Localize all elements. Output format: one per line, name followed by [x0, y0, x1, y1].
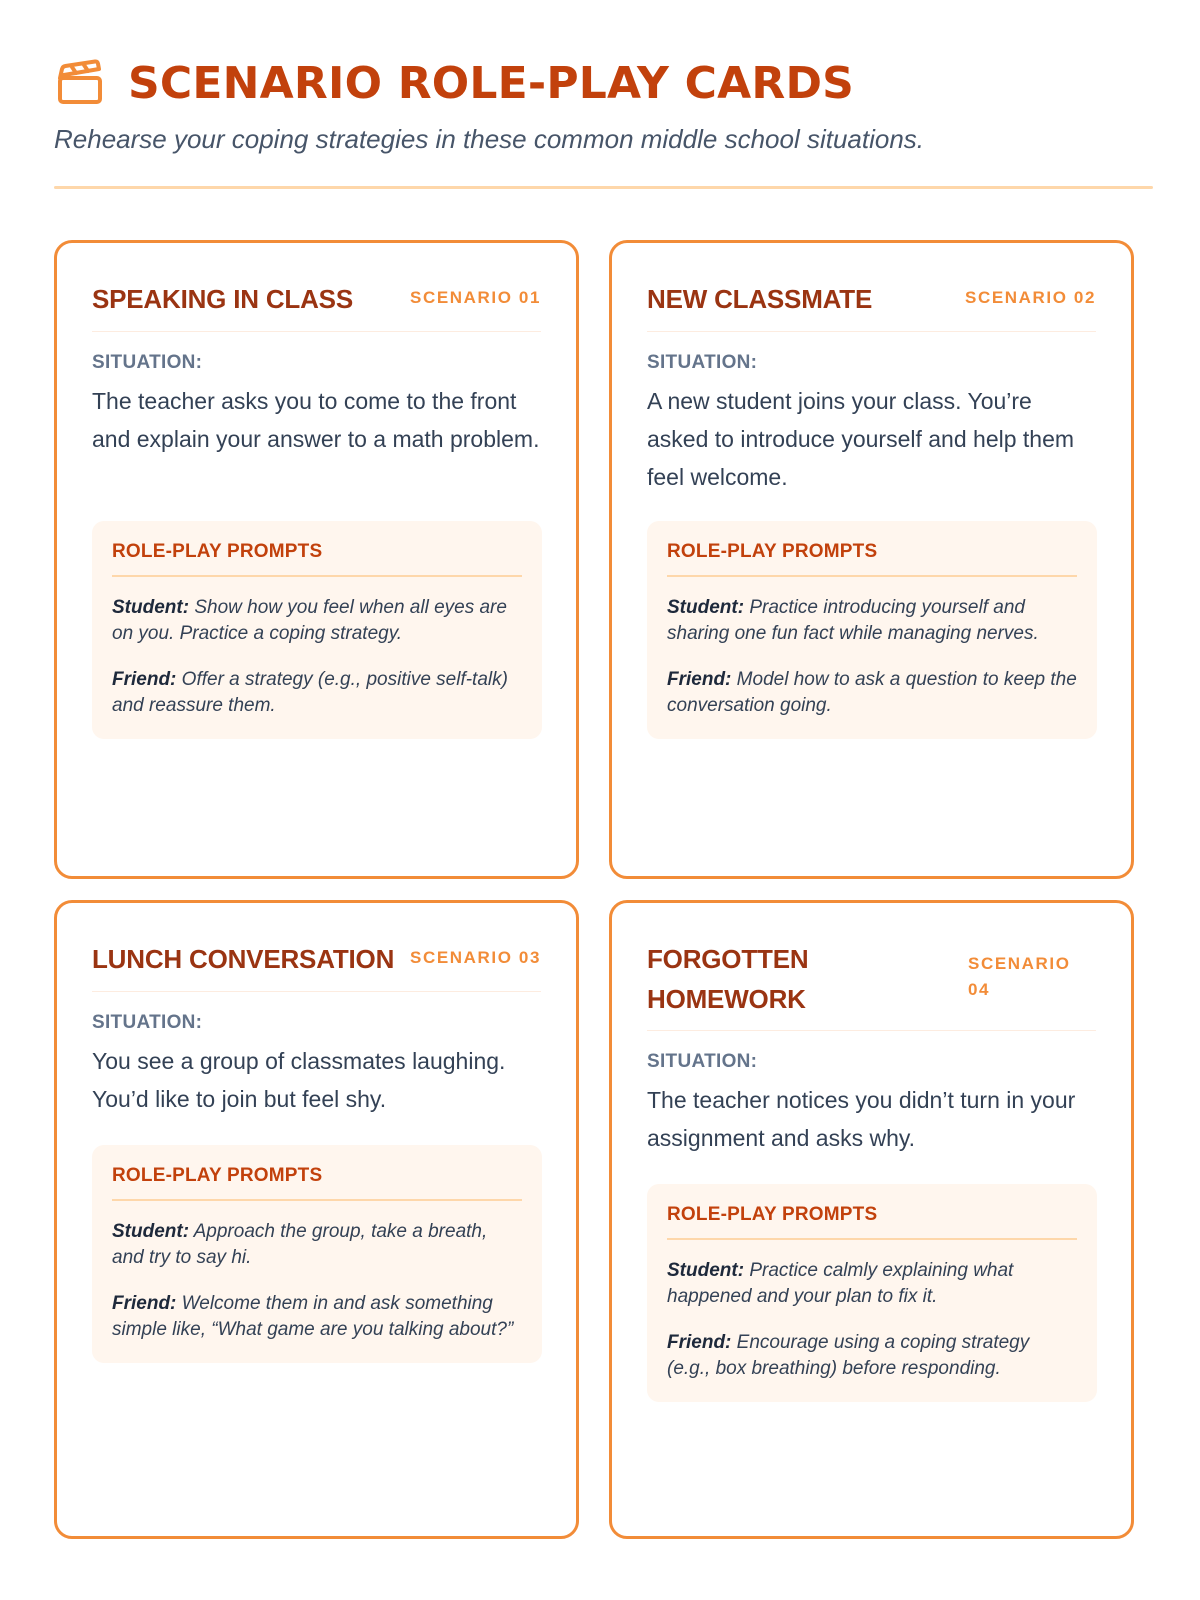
- role-play-prompts: [647, 1184, 1097, 1402]
- prompt-role: Friend:: [112, 1293, 177, 1314]
- student-prompt: [667, 1258, 1077, 1310]
- card-title: NEW CLASSMATE: [647, 284, 873, 314]
- situation-text: A new student joins your class. You’re asked to introduce yourself and help them feel welcome.: [647, 388, 1075, 490]
- header-divider: [54, 186, 1153, 189]
- scenario-card: [609, 900, 1134, 1539]
- prompts-title: ROLE-PLAY PROMPTS: [667, 539, 1077, 577]
- scenario-number: SCENARIO 01: [410, 288, 541, 307]
- friend-prompt: [667, 1330, 1077, 1382]
- prompts-title: ROLE-PLAY PROMPTS: [667, 1202, 1077, 1240]
- prompts-title: ROLE-PLAY PROMPTS: [112, 1163, 522, 1201]
- card-header: [647, 279, 1096, 332]
- card-header: [92, 939, 541, 992]
- situation-text: The teacher notices you didn’t turn in your assignment and asks why.: [647, 1087, 1076, 1151]
- prompt-text: Encourage using a coping strategy (e.g., box breathing) before responding.: [667, 1332, 1030, 1379]
- prompt-role: Friend:: [667, 669, 732, 690]
- situation-text: You see a group of classmates laughing. You’d like to join but feel shy.: [92, 1048, 506, 1112]
- scenario-number: SCENARIO 02: [965, 288, 1096, 307]
- student-prompt: [112, 595, 522, 647]
- friend-prompt: [112, 1291, 522, 1343]
- prompt-role: Student:: [667, 1260, 745, 1281]
- prompt-text: Welcome them in and ask something simple like, “What game are you talking about?”: [112, 1293, 514, 1340]
- card-title: LUNCH CONVERSATION: [92, 944, 395, 974]
- page-subtitle: Rehearse your coping strategies in these common middle school situations.: [54, 124, 925, 154]
- prompt-role: Student:: [112, 597, 190, 618]
- page-header: [54, 52, 1153, 116]
- prompt-text: Practice introducing yourself and sharing one fun fact while managing nerves.: [667, 597, 1039, 644]
- scenario-number: SCENARIO 04: [968, 954, 1071, 999]
- prompt-role: Friend:: [112, 669, 177, 690]
- scenario-number: SCENARIO 03: [410, 948, 541, 967]
- situation-text: The teacher asks you to come to the front and explain your answer to a math problem.: [92, 388, 540, 452]
- friend-prompt: [667, 667, 1077, 719]
- situation-label: SITUATION:: [647, 352, 758, 373]
- scenario-card: [54, 900, 579, 1539]
- student-prompt: [112, 1219, 522, 1271]
- prompt-text: Offer a strategy (e.g., positive self-talk) and reassure them.: [112, 669, 508, 716]
- situation-label: SITUATION:: [92, 352, 203, 373]
- student-prompt: [667, 595, 1077, 647]
- prompt-text: Model how to ask a question to keep the conversation going.: [667, 669, 1077, 716]
- role-play-prompts: [92, 521, 542, 739]
- situation-label: SITUATION:: [92, 1012, 203, 1033]
- prompt-role: Student:: [112, 1221, 190, 1242]
- role-play-prompts: [647, 521, 1097, 739]
- clapperboard-icon: [56, 58, 104, 106]
- prompt-text: Approach the group, take a breath, and try to say hi.: [112, 1221, 488, 1268]
- friend-prompt: [112, 667, 522, 719]
- role-play-prompts: [92, 1145, 542, 1363]
- card-header: [647, 939, 1096, 1031]
- prompt-text: Show how you feel when all eyes are on you. Practice a coping strategy.: [112, 597, 507, 644]
- prompt-role: Student:: [667, 597, 745, 618]
- prompt-role: Friend:: [667, 1332, 732, 1353]
- card-header: [92, 279, 541, 332]
- prompt-text: Practice calmly explaining what happened and your plan to fix it.: [667, 1260, 1014, 1307]
- scenario-card: [609, 240, 1134, 879]
- prompts-title: ROLE-PLAY PROMPTS: [112, 539, 522, 577]
- situation-label: SITUATION:: [647, 1051, 758, 1072]
- card-title: FORGOTTEN HOMEWORK: [647, 944, 809, 1014]
- card-title: SPEAKING IN CLASS: [92, 284, 353, 314]
- scenario-card: [54, 240, 579, 879]
- page-title: SCENARIO ROLE-PLAY CARDS: [128, 58, 855, 109]
